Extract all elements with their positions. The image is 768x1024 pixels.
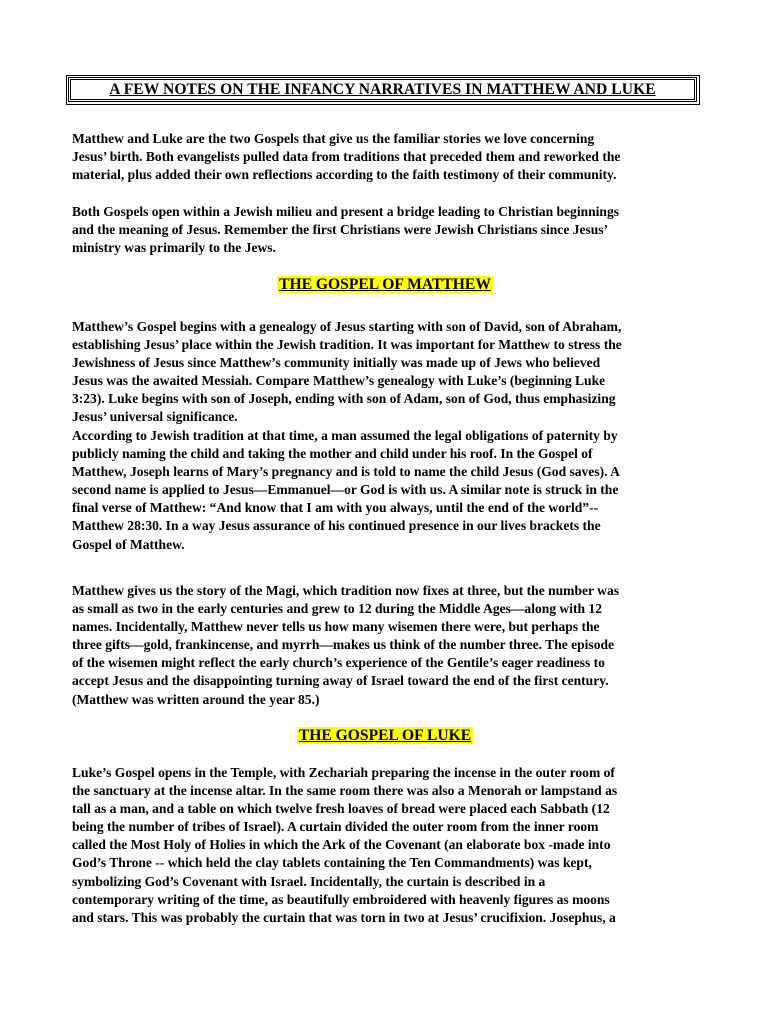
matthew-paragraph-1 xyxy=(72,318,698,427)
luke-heading xyxy=(72,726,698,746)
text-line: establishing Jesus’ place within the Jewish tradition. It was important for Matthew to stress the xyxy=(72,337,622,353)
matthew-heading xyxy=(72,275,698,295)
text-line: (Matthew was written around the year 85.) xyxy=(72,691,320,707)
text-line: as small as two in the early centuries and grew to 12 during the Middle Ages—along with 12 xyxy=(72,601,602,617)
text-line: Luke’s Gospel opens in the Temple, with Zechariah preparing the incense in the outer room of xyxy=(72,765,615,780)
text-line: God’s Throne -- which held the clay tablets containing the Ten Commandments) was kept, xyxy=(72,855,592,871)
text-line: Jesus’ birth. Both evangelists pulled data from traditions that preceded them and reworked the xyxy=(72,149,621,165)
text-line: being the number of tribes of Israel). A curtain divided the outer room from the inner room xyxy=(72,819,599,835)
intro-paragraph-2 xyxy=(72,203,698,257)
title-box xyxy=(66,75,700,105)
text-line: second name is applied to Jesus—Emmanuel—or God is with us. A similar note is struck in the xyxy=(72,482,619,498)
text-line: tall as a man, and a table on which twelve fresh loaves of bread were placed each Sabbath (12 xyxy=(72,801,610,817)
text-line: 3:23). Luke begins with son of Joseph, ending with son of Adam, son of God, thus emphasizing xyxy=(72,391,616,407)
text-line: Both Gospels open within a Jewish milieu and present a bridge leading to Christian beginnings xyxy=(72,204,619,219)
text-line: publicly naming the child and taking the mother and child under his roof. In the Gospel of xyxy=(72,446,593,462)
matthew-paragraph-2 xyxy=(72,427,698,554)
text-line: and the meaning of Jesus. Remember the first Christians were Jewish Christians since Jesus’ xyxy=(72,222,609,238)
text-line: Jewishness of Jesus since Matthew’s community initially was made up of Jews who believed xyxy=(72,355,601,371)
text-line: Matthew and Luke are the two Gospels that give us the familiar stories we love concerning xyxy=(72,131,595,146)
text-line: accept Jesus and the disappointing turning away of Israel toward the end of the first century. xyxy=(72,673,609,689)
text-line: Matthew 28:30. In a way Jesus assurance of his continued presence in our lives brackets the xyxy=(72,518,601,534)
text-line: Matthew gives us the story of the Magi, which tradition now fixes at three, but the number was xyxy=(72,583,619,598)
text-line: of the wisemen might reflect the early church’s experience of the Gentile’s eager readiness to xyxy=(72,655,605,671)
text-line: Matthew, Joseph learns of Mary’s pregnancy and is told to name the child Jesus (God saves). A xyxy=(72,464,620,480)
text-line: the sanctuary at the incense altar. In the same room there was also a Menorah or lampstand as xyxy=(72,783,618,799)
text-line: symbolizing God’s Covenant with Israel. Incidentally, the curtain is described in a xyxy=(72,873,546,889)
text-line: names. Incidentally, Matthew never tells us how many wisemen there were, but perhaps the xyxy=(72,619,600,635)
text-line: material, plus added their own reflections according to the faith testimony of their community. xyxy=(72,167,617,183)
text-line: According to Jewish tradition at that time, a man assumed the legal obligations of paternity by xyxy=(72,428,618,443)
intro-paragraph-1 xyxy=(72,130,698,184)
text-line: called the Most Holy of Holies in which the Ark of the Covenant (an elaborate box -made into xyxy=(72,837,611,853)
text-line: contemporary writing of the time, as beautifully embroidered with heavenly figures as moons xyxy=(72,891,610,907)
matthew-heading-text: THE GOSPEL OF MATTHEW xyxy=(279,276,491,293)
text-line: final verse of Matthew: “And know that I am with you always, until the end of the world”-- xyxy=(72,500,599,516)
text-line: Jesus was the awaited Messiah. Compare Matthew’s genealogy with Luke’s (beginning Luke xyxy=(72,373,606,389)
text-line: ministry was primarily to the Jews. xyxy=(72,240,276,256)
text-line: Matthew’s Gospel begins with a genealogy of Jesus starting with son of David, son of Abraham, xyxy=(72,319,622,334)
text-line: and stars. This was probably the curtain that was torn in two at Jesus’ crucifixion. Josephus, a xyxy=(72,909,616,925)
text-line: three gifts—gold, frankincense, and myrrh—makes us think of the number three. The episode xyxy=(72,637,615,653)
luke-heading-text: THE GOSPEL OF LUKE xyxy=(298,727,472,744)
document-title: A FEW NOTES ON THE INFANCY NARRATIVES IN MATTHEW AND LUKE xyxy=(109,80,656,98)
text-line: Jesus’ universal significance. xyxy=(72,409,238,425)
matthew-paragraph-3 xyxy=(72,582,698,709)
luke-paragraph-1 xyxy=(72,764,698,927)
text-line: Gospel of Matthew. xyxy=(72,536,185,552)
